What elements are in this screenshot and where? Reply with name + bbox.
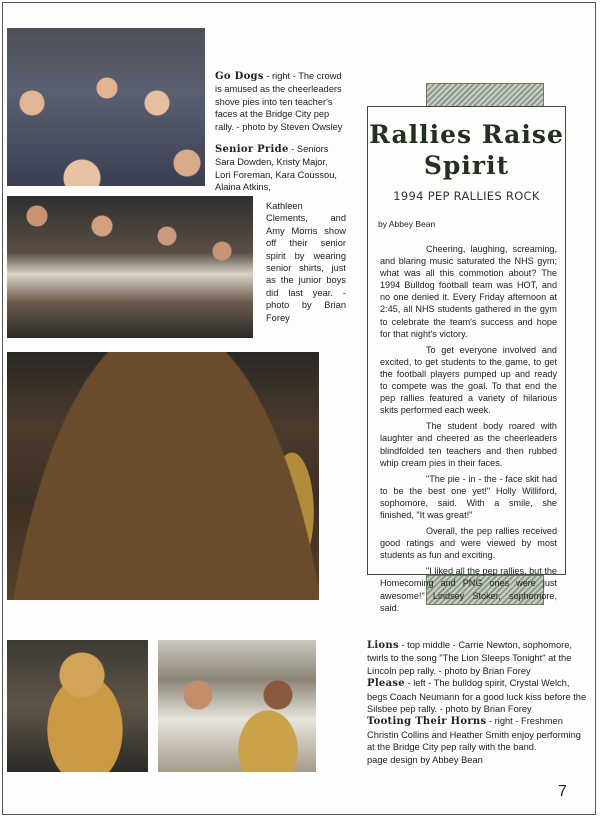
story-body bbox=[380, 243, 557, 614]
story-paragraph: "The pie - in - the - face skit had to be the best one yet!" Holly Williford, sophomore, said. With a smile, she finished, "It was great!" bbox=[380, 473, 557, 520]
seniors-photo bbox=[7, 196, 253, 338]
caption-text: - left - The bulldog spirit, Crystal Welch, begs Coach Neumann for a good luck kiss before the Silsbee pep rally. - photo by Brian Forey bbox=[367, 678, 587, 715]
story-paragraph: The student body roared with laughter and cheered as the cheerleaders blindfolded ten teachers and then rubbed whip cream pies in their faces. bbox=[380, 421, 557, 468]
band-photo bbox=[158, 640, 316, 772]
headline-line-1: Rallies Raise bbox=[369, 120, 564, 149]
caption-please bbox=[367, 677, 587, 715]
story-paragraph: Overall, the pep rallies received good ratings and were viewed by most students as fun and exciting. bbox=[380, 526, 557, 561]
bulldog-mascot-photo bbox=[7, 640, 148, 772]
caption-title: Tooting Their Horns bbox=[367, 716, 487, 728]
caption-lions bbox=[367, 639, 587, 677]
page-design-credit: page design by Abbey Bean bbox=[367, 754, 483, 765]
caption-title: Go Dogs bbox=[215, 71, 264, 82]
story-paragraph: To get everyone involved and excited, to get students to the game, to get the football players pumped up and ready to compete was the goal. To that end the pep rallies featured a variety of hilarious skits performed each week. bbox=[380, 344, 557, 416]
caption-text: - right - The crowd is amused as the cheerleaders shove pies into ten teacher's faces at the Bridge City pep rally. - photo by Steven Owsley bbox=[215, 71, 343, 132]
headline-line-2: Spirit bbox=[423, 151, 510, 180]
caption-title: Lions bbox=[367, 640, 399, 651]
caption-text: - right - Freshmen Christin Collins and Heather Smith enjoy performing at the Bridge City pep rally with the band. bbox=[367, 716, 581, 753]
caption-text: Kathleen Clements, and Amy Morris show off their senior spirit by wearing senior shirts, just as the junior boys did last year. - photo by Brian Forey bbox=[266, 201, 346, 323]
story-paragraph: "I liked all the pep rallies, but the Homecoming and PNG ones were just awesome!" Lindsey Stoker, sophomore, said. bbox=[380, 566, 557, 613]
caption-senior-pride bbox=[215, 143, 343, 194]
caption-title: Senior Pride bbox=[215, 144, 289, 155]
caption-text: - top middle - Carrie Newton, sophomore, twirls to the song "The Lion Sleeps Tonight" at the Lincoln pep rally. - photo by Brian Forey bbox=[367, 640, 573, 676]
page-number: 7 bbox=[558, 783, 567, 800]
story-subhead: 1994 PEP RALLIES ROCK bbox=[393, 189, 540, 203]
story-paragraph: Cheering, laughing, screaming, and blaring music saturated the NHS gym; what was all this commotion about? The 1994 Bulldog football team was HOT, and no one denied it. Every Friday afternoon at 2:45, all NHS students gathered in the gym to celebrate the team's success and hope for that night's victory. bbox=[380, 244, 557, 339]
crowd-photo bbox=[7, 28, 205, 186]
cheerleaders-photo bbox=[7, 352, 319, 600]
story-box bbox=[367, 106, 566, 613]
caption-go-dogs bbox=[215, 70, 343, 133]
caption-text: - Seniors Sara Dowden, Kristy Major, Lori Foreman, Kara Coussou, Alaina Atkins, bbox=[215, 144, 337, 193]
story-byline: by Abbey Bean bbox=[378, 219, 436, 229]
caption-tooting bbox=[367, 715, 587, 753]
bottom-captions bbox=[367, 639, 587, 766]
caption-senior-pride-continued bbox=[266, 200, 346, 324]
story-headline bbox=[368, 119, 565, 181]
caption-title: Please bbox=[367, 678, 405, 690]
